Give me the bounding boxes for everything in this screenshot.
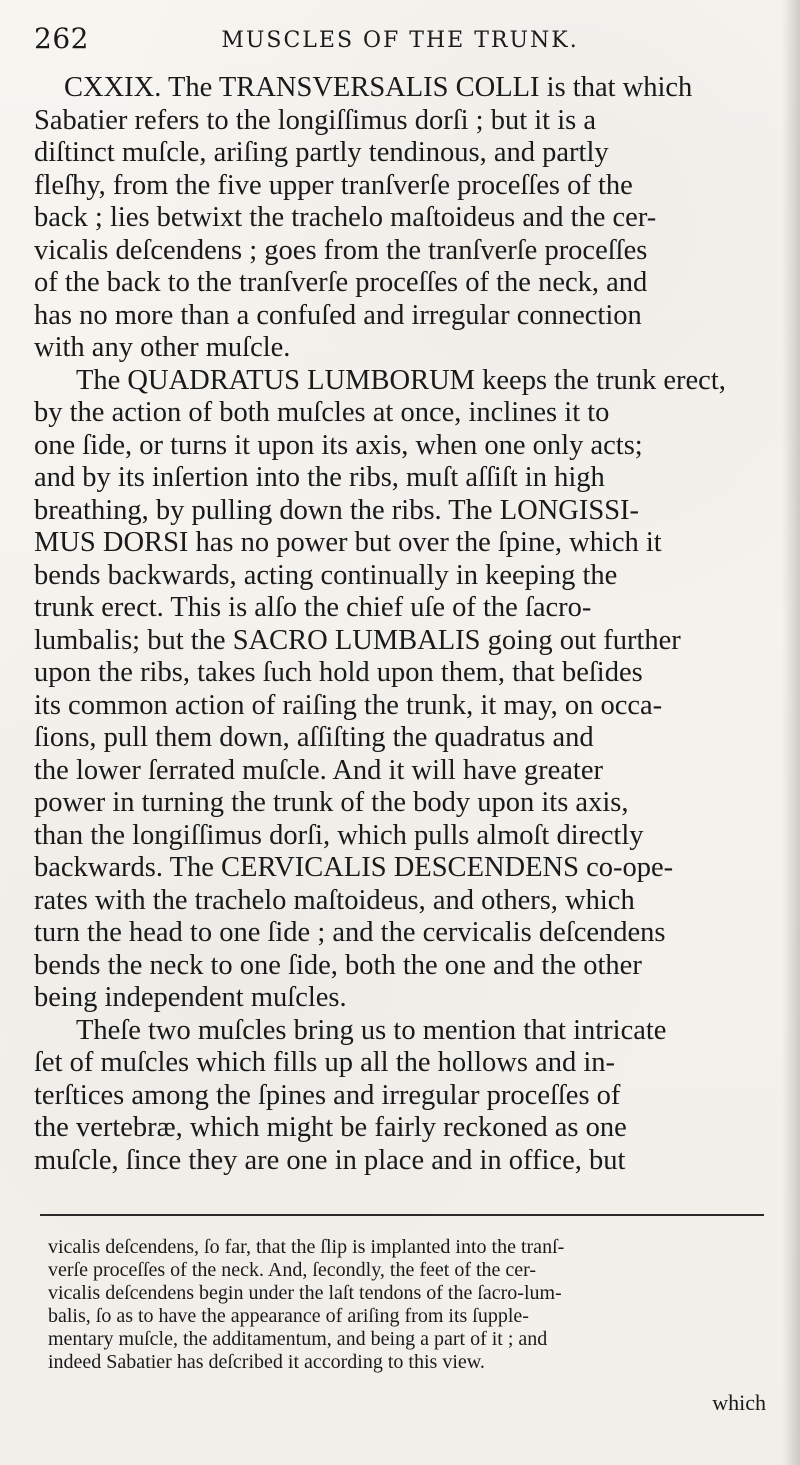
text-line: Sabatier refers to the longiſſimus dorſi ; but it is a <box>34 104 596 136</box>
text-line: lumbalis; but the SACRO LUMBALIS going out further <box>34 624 681 656</box>
text-line: bends backwards, acting continually in keeping the <box>34 559 618 591</box>
footnote-line: vicalis deſcendens begin under the laſt tendons of the ſacro-lum- <box>48 1282 562 1304</box>
text-line: backwards. The CERVICALIS DESCENDENS co-ope- <box>34 852 674 883</box>
text-line: CXXIX. The TRANSVERSALIS COLLI is that which <box>64 72 693 103</box>
text-line: ſet of muſcles which fills up all the hollows and in- <box>34 1047 615 1078</box>
text-line: muſcle, ſince they are one in place and in office, but <box>34 1144 626 1176</box>
text-line: than the longiſſimus dorſi, which pulls almoſt directly <box>34 819 644 851</box>
text-line: and by its inſertion into the ribs, muſt aſſiſt in high <box>34 462 605 493</box>
text-line: of the back to the tranſverſe proceſſes of the neck, and <box>34 267 648 298</box>
footnote-line: indeed Sabatier has deſcribed it according to this view. <box>48 1351 485 1373</box>
text-line: back ; lies betwixt the trachelo maſtoideus and the cer- <box>34 202 657 233</box>
text-line: being independent muſcles. <box>34 982 347 1013</box>
text-line: trunk erect. This is alſo the chief uſe of the ſacro- <box>34 592 592 623</box>
running-title: MUSCLES OF THE TRUNK. <box>221 28 579 53</box>
text-line: bends the neck to one ſide, both the one and the other <box>34 949 642 981</box>
paragraph-3 <box>34 1015 764 1178</box>
text-line: power in turning the trunk of the body upon its axis, <box>34 787 629 818</box>
page-header <box>34 22 766 56</box>
text-line: with any other muſcle. <box>34 332 291 363</box>
text-line: the lower ſerrated muſcle. And it will have greater <box>34 754 603 786</box>
footnote-line: vicalis deſcendens, ſo far, that the ſlip is implanted into the tranſ- <box>48 1236 565 1258</box>
paragraph-1 <box>34 72 764 365</box>
text-line: upon the ribs, takes ſuch hold upon them, that beſides <box>34 657 643 688</box>
text-line: fleſhy, from the five upper tranſverſe proceſſes of the <box>34 169 633 201</box>
text-line: diſtinct muſcle, ariſing partly tendinous, and partly <box>34 137 609 168</box>
page-edge-shadow <box>782 0 800 1465</box>
text-line: The QUADRATUS LUMBORUM keeps the trunk erect, <box>76 364 726 396</box>
text-line: terſtices among the ſpines and irregular proceſſes of <box>34 1079 621 1111</box>
text-line: one ſide, or turns it upon its axis, when one only acts; <box>34 429 643 461</box>
text-line: ſions, pull them down, aſſiſting the quadratus and <box>34 722 594 753</box>
text-line: the vertebræ, which might be fairly reckoned as one <box>34 1112 627 1143</box>
text-line: its common action of raiſing the trunk, it may, on occa- <box>34 689 663 721</box>
catchword: which <box>712 1390 766 1415</box>
text-line: turn the head to one ſide ; and the cervicalis deſcendens <box>34 917 666 948</box>
text-line: Theſe two muſcles bring us to mention that intricate <box>76 1014 667 1046</box>
page-number: 262 <box>34 22 89 55</box>
text-line: vicalis deſcendens ; goes from the tranſverſe proceſſes <box>34 234 648 266</box>
text-line: rates with the trachelo maſtoideus, and others, which <box>34 884 635 916</box>
text-line: by the action of both muſcles at once, inclines it to <box>34 397 610 428</box>
footnote-line: balis, ſo as to have the appearance of ariſing from its ſupple- <box>48 1305 529 1327</box>
text-line: MUS DORSI has no power but over the ſpine, which it <box>34 527 662 558</box>
paragraph-2 <box>34 365 764 1015</box>
text-line: breathing, by pulling down the ribs. The LONGISSI- <box>34 494 640 526</box>
main-text-block <box>34 72 764 1177</box>
footnote-rule <box>40 1214 764 1216</box>
footnote-line: mentary muſcle, the additamentum, and being a part of it ; and <box>48 1328 548 1350</box>
footnote-line: verſe proceſſes of the neck. And, ſecondly, the feet of the cer- <box>48 1259 537 1281</box>
text-line: has no more than a confuſed and irregular connection <box>34 299 642 331</box>
footnote-block <box>48 1236 760 1374</box>
